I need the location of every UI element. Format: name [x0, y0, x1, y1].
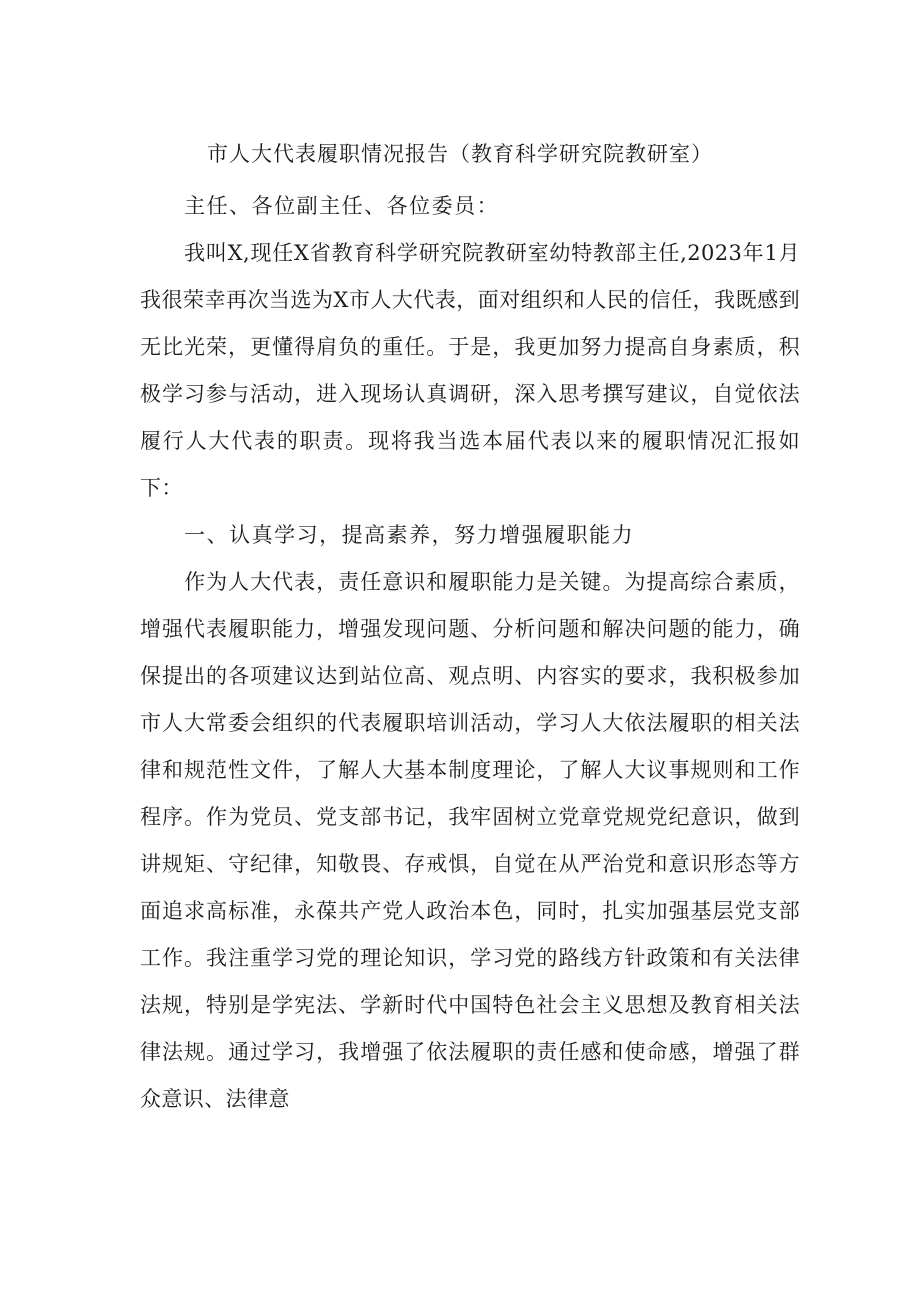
salutation: 主任、各位副主任、各位委员：	[184, 194, 500, 218]
document-body	[140, 183, 800, 1123]
document-title: 市人大代表履职情况报告（教育科学研究院教研室）	[207, 142, 713, 166]
section-heading-1: 一、认真学习，提高素养，努力增强履职能力	[184, 523, 635, 547]
paragraph-introduction: 我叫X,现任X省教育科学研究院教研室幼特教部主任,2023年1月我很荣幸再次当选为X市人大代表，面对组织和人民的信任，我既感到无比光荣，更懂得肩负的重任。于是，我更加努力提高自身素质，积极学习参与活动，进入现场认真调研，深入思考撰写建议，自觉依法履行人大代表的职责。现将我当选本届代表以来的履职情况汇报如下：	[140, 241, 800, 500]
paragraph-section-1: 作为人大代表，责任意识和履职能力是关键。为提高综合素质，增强代表履职能力，增强发现问题、分析问题和解决问题的能力，确保提出的各项建议达到站位高、观点明、内容实的要求，我积极参加市人大常委会组织的代表履职培训活动，学习人大依法履职的相关法律和规范性文件，了解人大基本制度理论，了解人大议事规则和工作程序。作为党员、党支部书记，我牢固树立党章党规党纪意识，做到讲规矩、守纪律，知敬畏、存戒惧，自觉在从严治党和意识形态等方面追求高标准，永葆共产党人政治本色，同时，扎实加强基层党支部工作。我注重学习党的理论知识，学习党的路线方针政策和有关法律法规，特别是学宪法、学新时代中国特色社会主义思想及教育相关法律法规。通过学习，我增强了依法履职的责任感和使命感，增强了群众意识、法律意	[140, 570, 800, 1111]
